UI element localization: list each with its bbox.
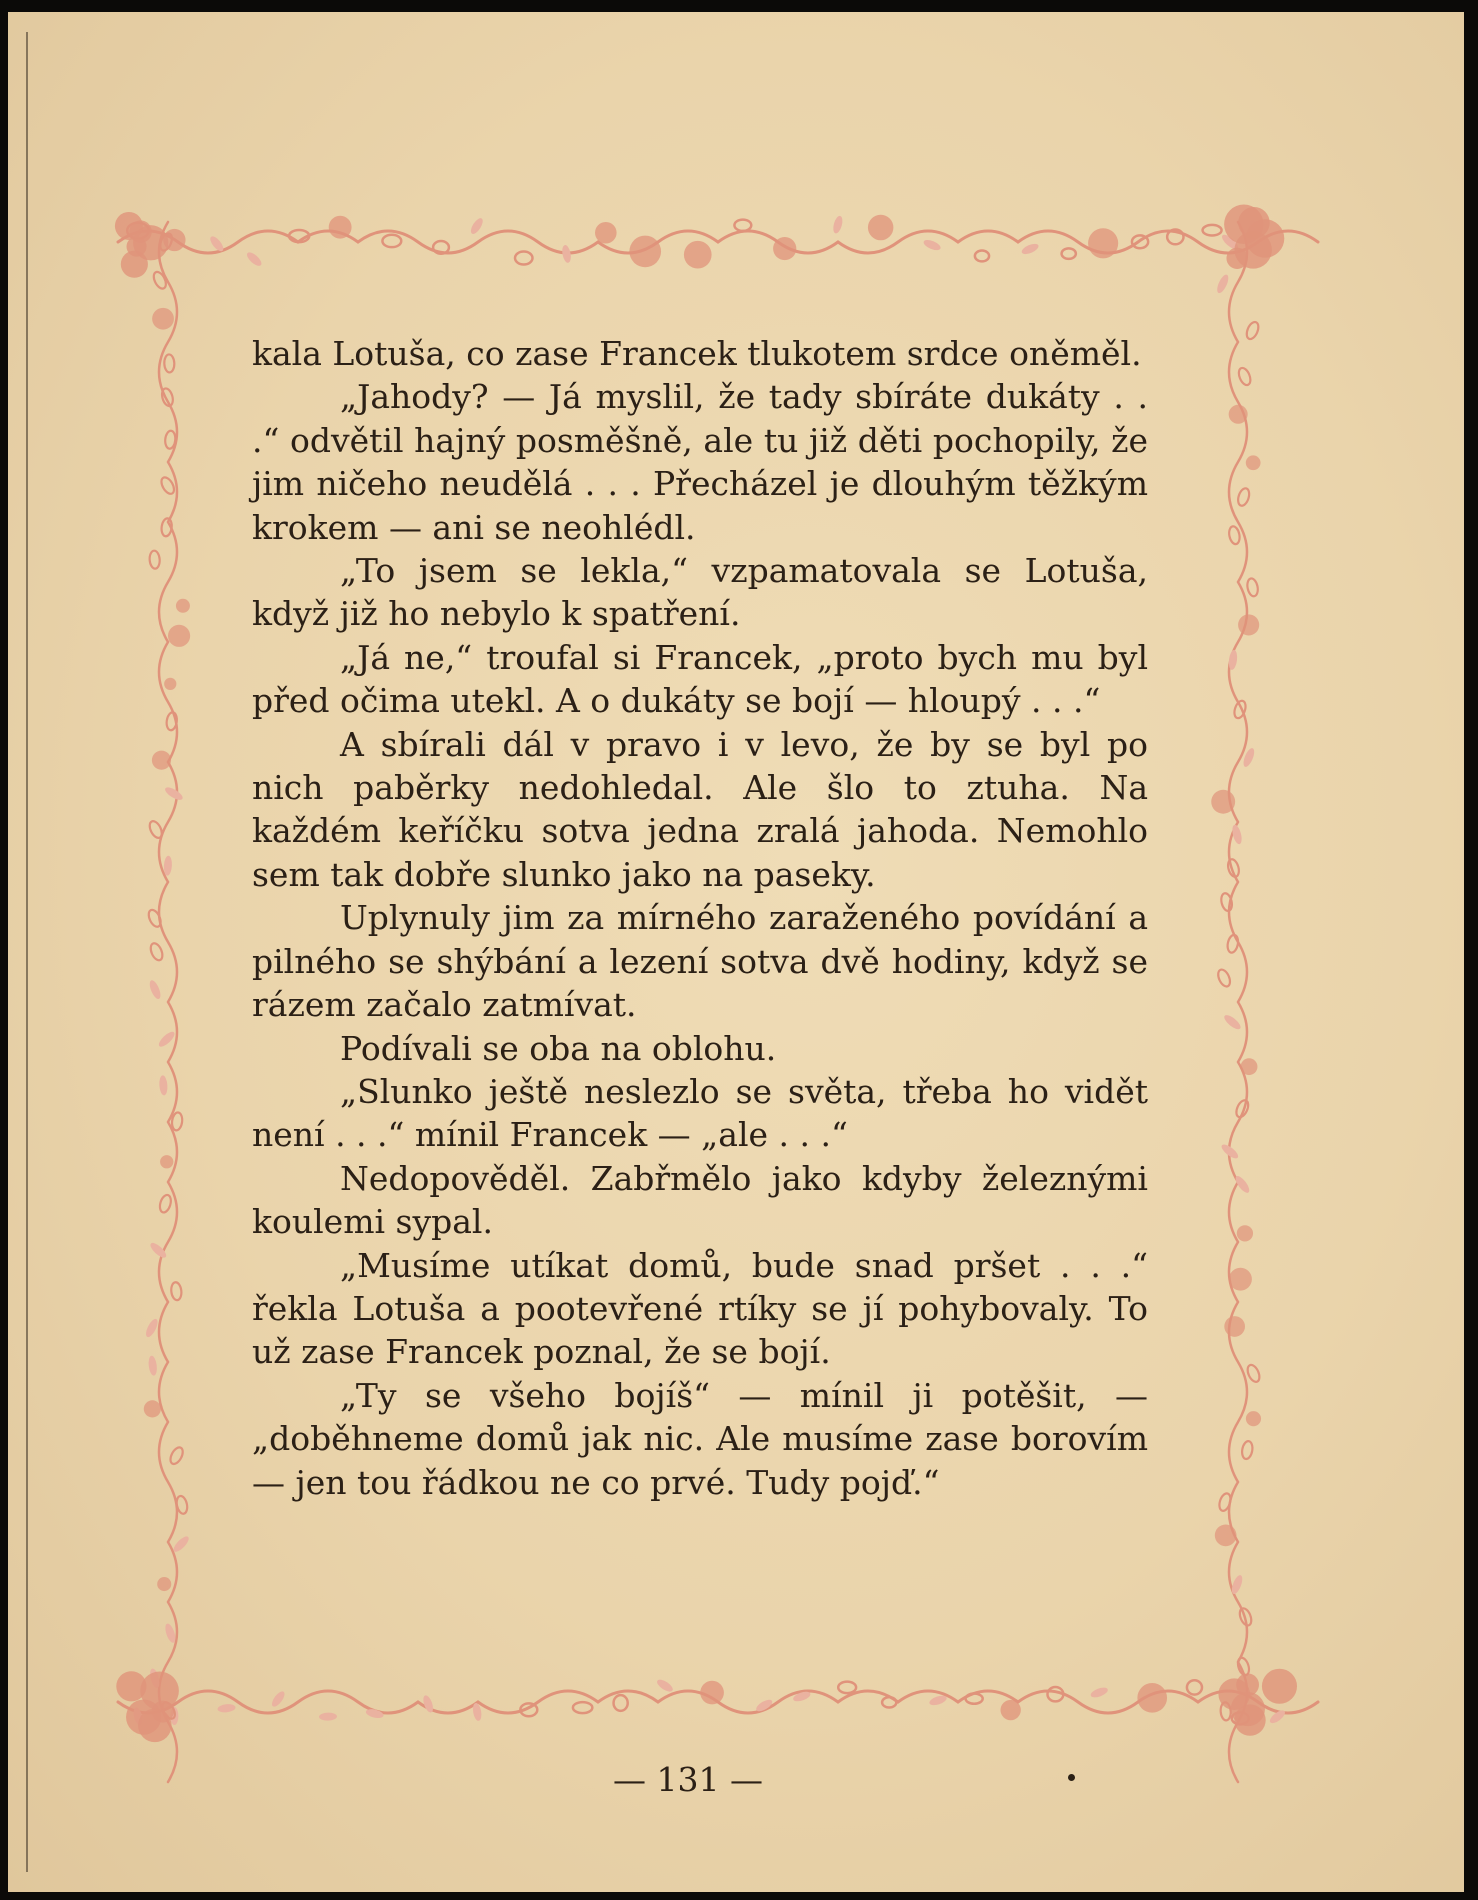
paragraph: Podívali se oba na oblohu. — [340, 1028, 777, 1068]
paragraph: Nedopověděl. Zabřmělo jako kdyby železnými koulemi sypal. — [252, 1158, 1148, 1242]
paragraph: „Já ne,“ troufal si Francek, „proto bych mu byl před očima utekl. A o dukáty se bojí — hloupý . . .“ — [252, 637, 1148, 721]
body-text — [252, 332, 1148, 1504]
paragraph: Uplynuly jim za mírného zaraženého povídání a pilného se shýbání a lezení sotva dvě hodiny, když se rázem začalo zatmívat. — [252, 898, 1148, 1025]
paragraph: „Jahody? — Já myslil, že tady sbíráte dukáty . . .“ odvětil hajný posměšně, ale tu již děti pochopily, že jim ničeho neudělá . . . Přecházel je dlouhým těžkým krokem — ani se neohlédl. — [252, 377, 1148, 547]
paragraph: kala Lotuša, co zase Francek tlukotem srdce oněměl. — [252, 334, 1142, 373]
paragraph: „Musíme utíkat domů, bude snad pršet . . .“ řekla Lotuša a pootevřené rtíky se jí pohybovaly. To už zase Francek poznal, že se bojí. — [252, 1245, 1148, 1372]
page-number: — 131 — — [613, 1760, 763, 1799]
ink-speck — [1068, 1774, 1075, 1781]
paragraph: „Slunko ještě neslezlo se světa, třeba ho vidět není . . .“ mínil Francek — „ale . . .“ — [252, 1071, 1148, 1155]
paragraph: „Ty se všeho bojíš“ — mínil ji potěšit, — „doběhneme domů jak nic. Ale musíme zase borovím — jen tou řádkou ne co prvé. Tudy pojď.“ — [252, 1375, 1148, 1502]
paragraph: „To jsem se lekla,“ vzpamatovala se Lotuša, když již ho nebylo k spatření. — [252, 551, 1148, 634]
book-page — [8, 12, 1464, 1892]
paragraph: A sbírali dál v pravo i v levo, že by se byl po nich paběrky nedohledal. Ale šlo to ztuha. Na každém keříčku sotva jedna zralá jahoda. Nemohlo sem tak dobře slunko jako na paseky. — [252, 724, 1148, 894]
